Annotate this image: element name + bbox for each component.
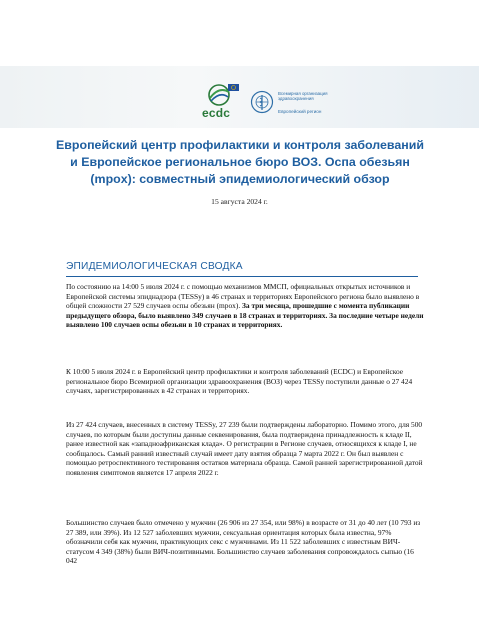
document-title: Европейский центр профилактики и контроля заболеваний и Европейское региональное бюро ВОЗ. Оспа обезьян (mpox): совместный эпидемиологический обзор: [56, 138, 424, 186]
paragraph-laboratory-confirmation: Из 27 424 случаев, внесенных в систему TESSy, 27 239 были подтверждены лабораторно. Помимо этого, для 500 случаев, по которым были доступны данные секвенирования, была подтверждена принадлежность к кладе II, ранее известной как «западноафриканская клада». О регистрации в Регионе случаев, относящихся к кладе I, не сообщалось. Самый ранний известный случай имеет дату взятия образца 7 марта 2022 г. Он был выявлен с помощью ретроспективного тестирования остатков материала образца. Самой ранней зарегистрированной датой появления симптомов является 17 апреля 2022 г.: [66, 420, 423, 477]
who-region-label: Европейский регион: [278, 109, 322, 114]
who-organization-name: Всемирная организация здравоохранения: [278, 91, 328, 102]
paragraph-demographics: Большинство случаев было отмечено у мужчин (26 906 из 27 354, или 98%) в возрасте от 31 до 40 лет (10 793 из 27 389, или 39%). Из 12 527 заболевших мужчин, сексуальная ориентация которых была известна, 97% обозначили себя как мужчин, практикующих секс с мужчинами. Из 11 522 заболевших с известным ВИЧ-статусом 4 349 (38%) были ВИЧ-позитивными. Большинство случаев заболевания сопровождалось сыпью (16 042: [66, 518, 421, 566]
ecdc-logo: [196, 82, 242, 120]
paragraph-summary: [66, 282, 426, 330]
paragraph-summary-highlight: За три месяца, прошедшие с момента публикации предыдущего обзора, было выявлено 349 случаев в 18 странах и территориях. За последние четыре недели выявлено 100 случаев оспы обезьян в 10 странах и территориях.: [66, 301, 424, 330]
paragraph-summary-text: По состоянию на 14:00 5 июля 2024 г. с помощью механизмов ММСП, официальных открытых источников и Европейской системы эпиднадзора (TESSy) в 46 странах и территориях Европейского региона было выявлено в общей сложности 27 529 случаев оспы обезьян (mpox).: [66, 282, 420, 311]
who-logo: [250, 90, 340, 118]
paragraph-tessy-reporting: К 10:00 5 июля 2024 г. в Европейский центр профилактики и контроля заболеваний (ECDC) и Европейское региональное бюро Всемирной организации здравоохранения (ВОЗ) через TESSy поступили данные о 27 424 случаях, зарегистрированных в 42 странах и территориях.: [66, 367, 413, 396]
document-date: 15 августа 2024 г.: [211, 197, 268, 206]
ecdc-emblem-icon: [198, 82, 240, 106]
section-heading: ЭПИДЕМИОЛОГИЧЕСКАЯ СВОДКА: [66, 261, 243, 272]
section-divider: [66, 276, 418, 277]
ecdc-wordmark: ecdc: [202, 106, 231, 120]
who-emblem-icon: [250, 90, 274, 114]
